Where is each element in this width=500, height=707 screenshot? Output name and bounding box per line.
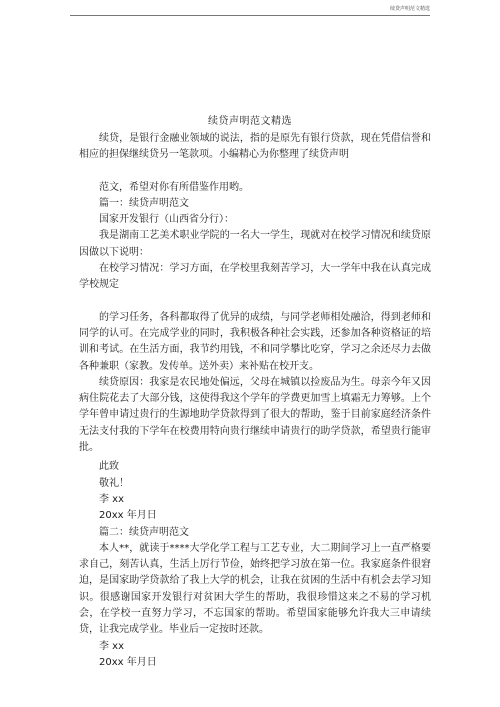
section1-study-paragraph-continued: 的学习任务，各科都取得了优异的成绩，与同学老师相处融洽，得到老师和同学的认可。在完成学业的同时，我积极各种社会实践，还参加各种资格证的培训和考试。在生活方面，我节约用钱，不和同学攀比吃穿，学习之余还尽力去做各种兼职（家教。发传单。送外卖）来补贴在校开支。: [79, 311, 431, 372]
section1-recipient: 国家开发银行（山西省分行）：: [99, 214, 234, 226]
section1-salutation: 敬礼！: [99, 477, 129, 489]
section1-reason-paragraph: 续贷原因：我家是农民地处偏远，父母在城镇以捡废品为生。母亲今年又因病住院花去了大部分钱，这使得我这个学年的学费更加雪上填霜无力筹够。上个学年曾申请过贵行的生源地助学贷款得到了很大的帮助，鉴于目前家庭经济条件无法支付我的下学年在校费用特向贵行继续申请贵行的助学贷款，希望贵行能审批。: [79, 376, 431, 454]
running-header: 续贷声明范文精选: [389, 6, 430, 12]
blank-line: [79, 294, 431, 310]
section1-study-paragraph: 在校学习情况：学习方面，在学校里我刻苦学习，大一学年中我在认真完成学校规定: [79, 263, 431, 291]
blank-line: [79, 164, 431, 180]
section2-signature: 李 xx: [99, 640, 125, 652]
section1-closing: 此致: [99, 461, 119, 473]
section1-self-intro: 我是湖南工艺美术职业学院的一名大一学生，现就对在校学习情况和续贷原因做以下说明：: [79, 230, 431, 258]
section2-date: 20xx 年月日: [99, 656, 157, 668]
document-title: 续贷声明范文精选: [208, 116, 292, 127]
section2-body: 本人**，就读于****大学化学工程与工艺专业，大二期间学习上一直严格要求自己，刻苦认真，生活上厉行节俭，始终把学习放在第一位。我家庭条件很窘迫，是国家助学贷款给了我上大学的机会，让我在贫困的生活中有机会去学习知识。很感谢国家开发银行对贫困大学生的帮助，我很珍惜这来之不易的学习机会，在学校一直努力学习，不忘国家的帮助。希望国家能够允许我大三申请续贷，让我完成学业。毕业后一定按时还款。: [79, 542, 431, 636]
intro-paragraph: 续贷，是银行金融业领域的说法，指的是原先有银行贷款，现在凭借信誉和相应的担保继续贷另一笔款项。小编精心为你整理了续贷声明: [79, 133, 431, 161]
section1-heading: 篇一：续贷声明范文: [99, 197, 189, 209]
section1-signature: 李 xx: [99, 493, 125, 505]
section2-heading: 篇二：续贷声明范文: [99, 526, 189, 538]
header-divider: [70, 15, 430, 16]
intro-paragraph-continued: 范文，希望对你有所借鉴作用哟。: [99, 181, 249, 193]
document-body: [79, 131, 431, 671]
section1-date: 20xx 年月日: [99, 510, 157, 522]
